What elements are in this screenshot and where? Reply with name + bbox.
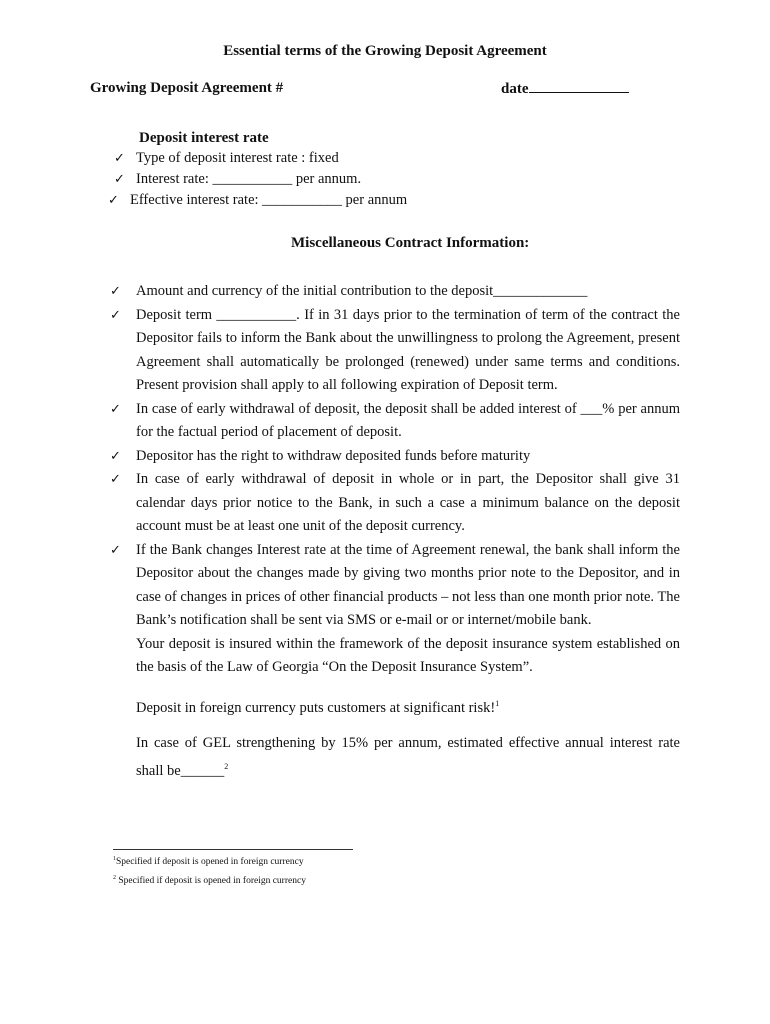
checkmark-icon: ✓ (114, 172, 125, 187)
risk-note: Deposit in foreign currency puts customers at significant risk!$^1$ (136, 698, 500, 716)
effective-rate-text: Effective interest rate: ___________ per annum (130, 192, 408, 208)
misc-section-heading: Miscellaneous Contract Information: (291, 235, 530, 251)
date-label: date (501, 81, 529, 97)
list-item: ✓ Depositor has the right to withdraw deposited funds before maturity (110, 445, 680, 469)
footnote-ref-2: 2 (224, 762, 229, 772)
checkmark-icon: ✓ (114, 151, 125, 166)
checkmark-icon: ✓ (110, 542, 121, 558)
agreement-number-label: Growing Deposit Agreement # (90, 80, 284, 96)
date-field (501, 80, 629, 98)
document-title: Essential terms of the Growing Deposit Agreement (223, 43, 547, 59)
checkmark-icon: ✓ (108, 193, 119, 208)
footnote-2: $^2$ Specified if deposit is opened in foreign currency (113, 875, 306, 887)
list-item: ✓ In case of early withdrawal of deposit, the deposit shall be added interest of ___% per annum for the factual period of placement of deposit. (110, 398, 680, 445)
list-item: ✓ In case of early withdrawal of deposit in whole or in part, the Depositor shall give 31 calendar days prior notice to the Bank, in such a case a minimum balance on the deposit account must be at least one unit of the deposit currency. (110, 468, 680, 539)
list-item: ✓ Deposit term ___________. If in 31 days prior to the termination of term of the contract the Depositor fails to inform the Bank about the unwillingness to prolong the Agreement, present Agreement shall automatically be prolonged (renewed) under same terms and conditions. Present provision shall apply to all following expiration of Deposit term. (110, 304, 680, 398)
misc-contract-list (110, 280, 680, 784)
interest-rate-text: Interest rate: ___________ per annum. (136, 171, 362, 187)
gel-strengthening-note: In case of GEL strengthening by 15% per annum, estimated effective annual interest rate shall be______$^2$ (136, 734, 680, 780)
footnote-1: $^1$Specified if deposit is opened in foreign currency (113, 856, 304, 868)
checkmark-icon: ✓ (110, 284, 121, 299)
checkmark-icon: ✓ (110, 448, 121, 464)
interest-type-text: Type of deposit interest rate : fixed (136, 150, 339, 166)
interest-rate-item (114, 171, 361, 188)
list-item: ✓ Amount and currency of the initial contribution to the deposit_____________ (110, 280, 680, 304)
date-blank-line (529, 80, 629, 93)
checkmark-icon: ✓ (110, 307, 121, 323)
interest-type-item (114, 150, 339, 167)
effective-rate-item (108, 192, 407, 209)
interest-section-heading: Deposit interest rate (139, 130, 269, 146)
checkmark-icon: ✓ (110, 472, 121, 487)
list-item: ✓ If the Bank changes Interest rate at the time of Agreement renewal, the bank shall inform the Depositor about the changes made by giving two months prior note to the Depositor, and in case of changes in prices of other financial products – not less than one month prior note. The Bank’s notification shall be sent via SMS or e-mail or or internet/mobile bank. (110, 539, 680, 633)
footnote-ref-1: 1 (495, 698, 500, 708)
checkmark-icon: ✓ (110, 401, 121, 417)
footnote-divider (113, 849, 353, 850)
insurance-note: Your deposit is insured within the framework of the deposit insurance system established on the basis of the Law of Georgia “On the Deposit Insurance System”. (136, 635, 680, 675)
